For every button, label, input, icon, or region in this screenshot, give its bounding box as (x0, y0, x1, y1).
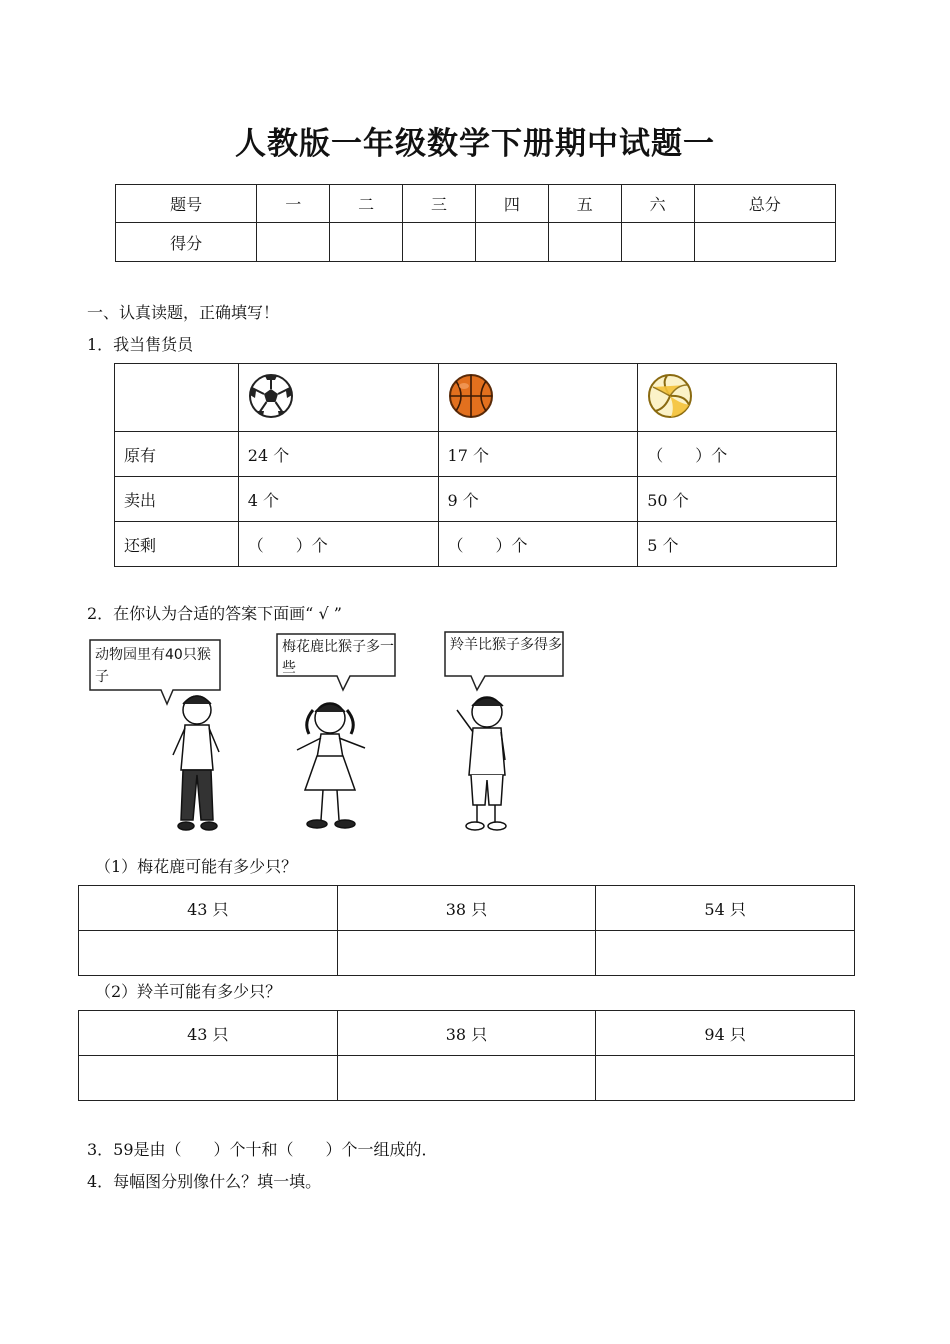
score-row-label: 得分 (116, 223, 257, 262)
shop-row (115, 477, 837, 522)
shop-answer-blank[interactable]: （ ）个 (438, 522, 638, 567)
option-cell: 38 只 (337, 886, 596, 931)
options-table-1 (78, 885, 855, 976)
bubble-text-1: 动物园里有40只猴子 (95, 647, 211, 685)
shop-corner-cell (115, 364, 239, 432)
score-header-cell: 三 (403, 185, 476, 223)
check-blank[interactable] (596, 1056, 855, 1101)
shop-table (114, 363, 837, 567)
shop-cell: 9 个 (438, 477, 638, 522)
option-cell: 43 只 (79, 1011, 338, 1056)
shop-icon-row (115, 364, 837, 432)
boy-figure (457, 697, 506, 830)
score-blank[interactable] (694, 223, 835, 262)
check-row (79, 1056, 855, 1101)
shop-row (115, 522, 837, 567)
score-blank[interactable] (403, 223, 476, 262)
shop-cell: 17 个 (438, 432, 638, 477)
score-header-row (116, 185, 836, 223)
question-3: 3．59是由（ ）个十和（ ）个一组成的． (87, 1140, 438, 1159)
question-4: 4．每幅图分别像什么？填一填。 (87, 1172, 322, 1191)
score-table (115, 184, 836, 262)
score-blank[interactable] (330, 223, 403, 262)
score-header-cell: 五 (548, 185, 621, 223)
shop-cell: 5 个 (638, 522, 837, 567)
score-header-cell: 总分 (694, 185, 835, 223)
option-cell: 38 只 (337, 1011, 596, 1056)
shop-answer-blank[interactable]: （ ）个 (638, 432, 837, 477)
question-1-label: 1．我当售货员 (87, 335, 194, 354)
girl-figure (297, 703, 365, 828)
score-blank[interactable] (548, 223, 621, 262)
basketball-icon (448, 373, 494, 419)
check-row (79, 931, 855, 976)
score-header-cell: 二 (330, 185, 403, 223)
check-blank[interactable] (79, 931, 338, 976)
volleyball-icon (647, 373, 693, 419)
shop-icon-cell (638, 364, 837, 432)
shop-icon-cell (438, 364, 638, 432)
check-blank[interactable] (79, 1056, 338, 1101)
boy-figure (173, 696, 219, 830)
option-cell: 94 只 (596, 1011, 855, 1056)
sub-question-2: （2）羚羊可能有多少只？ (95, 982, 282, 1001)
soccer-ball-icon (248, 373, 294, 419)
score-value-row (116, 223, 836, 262)
question-2-label: 2．在你认为合适的答案下面画“ √ ” (87, 604, 342, 623)
shop-cell: 24 个 (238, 432, 438, 477)
score-blank[interactable] (621, 223, 694, 262)
score-header-cell: 四 (475, 185, 548, 223)
option-cell: 43 只 (79, 886, 338, 931)
score-header-cell: 一 (257, 185, 330, 223)
shop-row (115, 432, 837, 477)
check-blank[interactable] (337, 1056, 596, 1101)
shop-icon-cell (238, 364, 438, 432)
shop-answer-blank[interactable]: （ ）个 (238, 522, 438, 567)
shop-cell: 50 个 (638, 477, 837, 522)
bubble-text-3: 羚羊比猴子多得多 (450, 637, 562, 653)
score-header-cell: 六 (621, 185, 694, 223)
check-blank[interactable] (337, 931, 596, 976)
score-blank[interactable] (475, 223, 548, 262)
score-blank[interactable] (257, 223, 330, 262)
sub-question-1: （1）梅花鹿可能有多少只？ (95, 857, 298, 876)
shop-cell: 4 个 (238, 477, 438, 522)
option-cell: 54 只 (596, 886, 855, 931)
bubble-text-2: 梅花鹿比猴子多一些 (282, 639, 394, 676)
options-table-2 (78, 1010, 855, 1101)
options-row (79, 886, 855, 931)
shop-row-label: 还剩 (115, 522, 239, 567)
check-blank[interactable] (596, 931, 855, 976)
shop-row-label: 原有 (115, 432, 239, 477)
page-title: 人教版一年级数学下册期中试题一 (235, 126, 715, 162)
section-heading: 一、认真读题，正确填写！ (87, 303, 280, 322)
score-header-cell: 题号 (116, 185, 257, 223)
shop-row-label: 卖出 (115, 477, 239, 522)
options-row (79, 1011, 855, 1056)
